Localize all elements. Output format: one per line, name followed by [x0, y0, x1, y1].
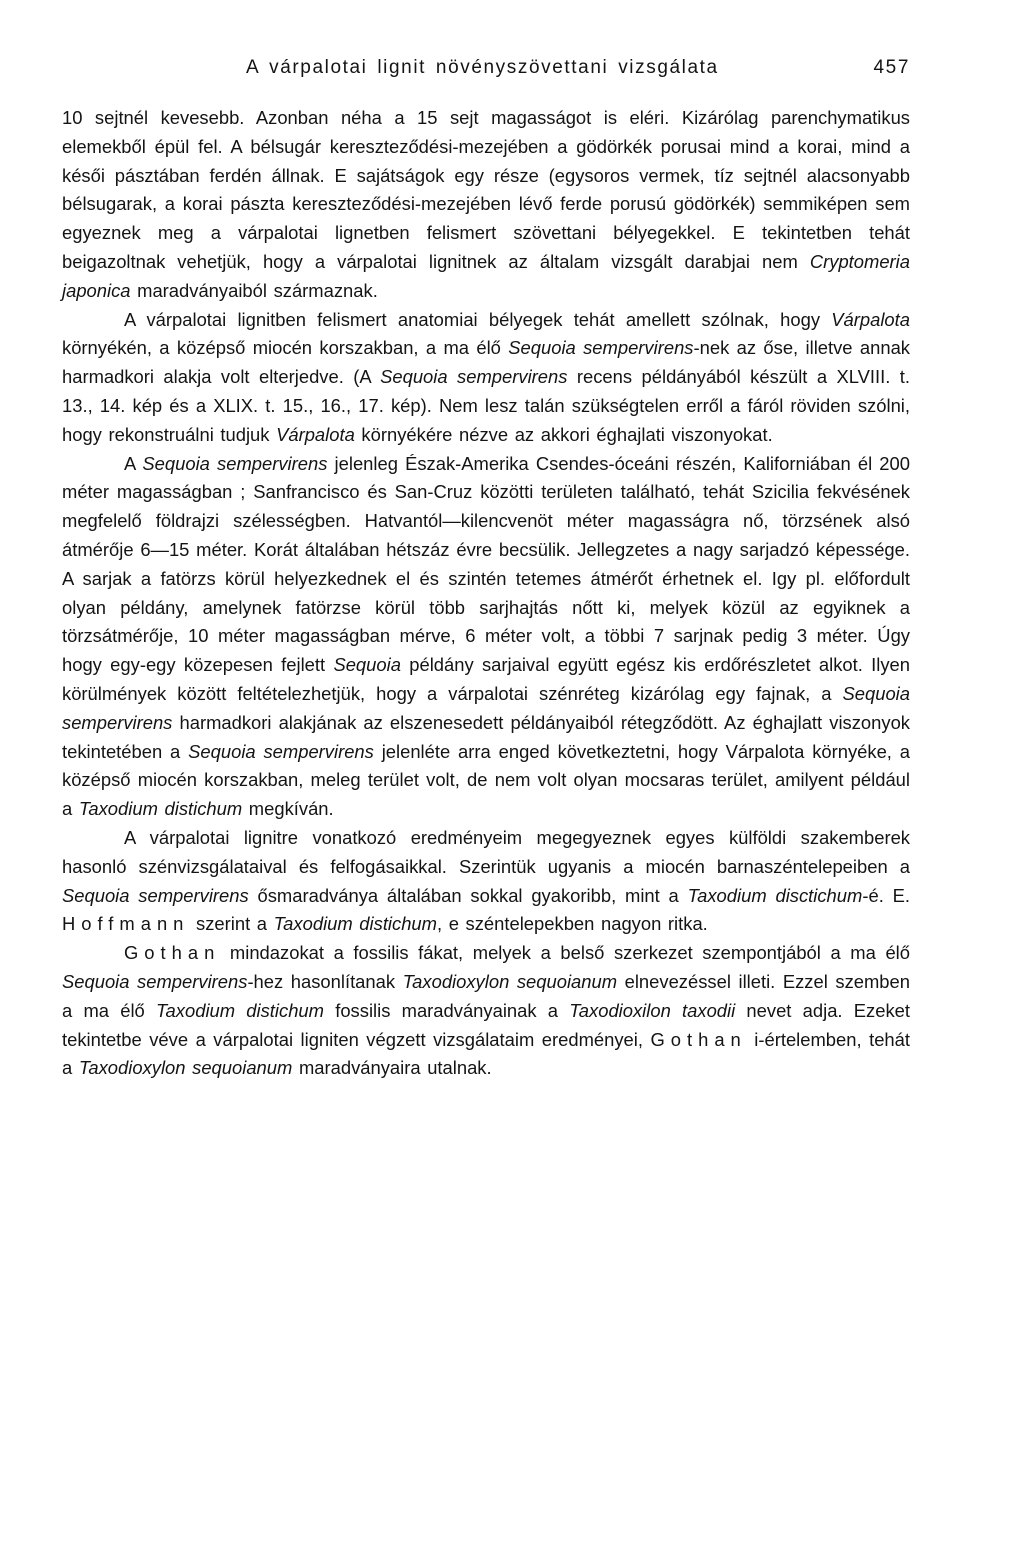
text-run: -nek az őse, illetve annak harmadkori alakja volt elterjedve. (A [62, 337, 910, 388]
italic-term: Taxodium distichum [156, 999, 324, 1021]
italic-term: Taxodioxylon sequoianum [78, 1057, 293, 1079]
text-run: A [124, 452, 143, 474]
text-run: környékére nézve az akkori éghajlati viszonyokat. [354, 423, 773, 445]
running-head [62, 48, 910, 88]
text-run: maradványaiból származnak. [130, 279, 378, 301]
text-run: ősmaradványa általában sokkal gyakoribb, mint a [248, 884, 688, 906]
italic-term: Sequoia sempervirens [62, 884, 249, 906]
text-run: , e széntelepekben nagyon ritka. [436, 913, 708, 935]
paragraph [62, 104, 910, 306]
text-run: elnevezéssel illeti. Ezzel szemben a ma élő [62, 970, 910, 1021]
text-run: környékén, a középső miocén korszakban, a ma élő [62, 337, 509, 359]
paragraph [62, 824, 910, 939]
text-run: fossilis maradványainak a [323, 999, 570, 1021]
italic-term: Taxodioxylon sequoianum [402, 970, 618, 992]
paragraph [62, 306, 910, 450]
italic-term: Sequoia [333, 654, 401, 676]
text-run: szerint a [189, 913, 274, 935]
text-run: A várpalotai lignitre vonatkozó eredményeim megegyeznek egyes külföldi szakemberek hasonló szénvizsgálataival és felfogásaikkal. Szerintük ugyanis a miocén barnaszéntelepeiben a [62, 826, 910, 877]
italic-term: Sequoia sempervirens [62, 970, 248, 992]
italic-term: Taxodium distichum [78, 798, 243, 820]
text-run: megkíván. [242, 798, 334, 820]
text-run: nevet adja. Ezeket tekintetbe véve a várpalotai ligniten végzett vizsgálataim eredményei, [62, 999, 910, 1050]
paragraph [62, 450, 910, 824]
italic-term: Sequoia sempervirens [380, 366, 568, 388]
italic-term: Sequoia sempervirens [142, 452, 328, 474]
text-run: 10 sejtnél kevesebb. Azonban néha a 15 sejt magasságot is eléri. Kizárólag parenchymatikus elemekből épül fel. A bélsugár kereszteződési-mezejében a gödörkék porusai mind a korai, mind a késői pásztában ferdén állnak. E sajátságok egy része (egysoros vermek, tíz sejtnél alacsonyabb bélsugarak, a korai pászta kereszteződési-mezejében lévő ferde porusú gödörkék) semmiképen sem egyeznek meg a várpalotai lignetben felismert szövettani bélyegekkel. E tekintetben tehát beigazoltnak vehetjük, hogy a várpalotai lignitnek az általam vizsgált darabjai nem [62, 107, 910, 272]
paragraph [62, 939, 910, 1083]
book-page [62, 48, 910, 1083]
italic-term: Cryptomeria japonica [62, 250, 910, 301]
text-run: -hez hasonlítanak [247, 970, 403, 992]
italic-term: Taxodium distichum [273, 913, 437, 935]
italic-term: Várpalota [831, 308, 910, 330]
italic-term: Várpalota [276, 423, 355, 445]
italic-term: Sequoia sempervirens [188, 740, 374, 762]
running-title: A várpalotai lignit növényszövettani vizsgálata [246, 57, 719, 78]
text-run: recens példányából készült a XLVIII. t. 13., 14. kép és a XLIX. t. 15., 16., 17. kép). Nem lesz talán szükségtelen erről a fáról röviden szólni, hogy rekonstruálni tudjuk [62, 366, 911, 445]
author-name: Gothan [124, 942, 221, 964]
text-run: jelenleg Észak-Amerika Csendes-óceáni részén, Kaliforniában él 200 méter magasságban ; Sanfrancisco és San-Cruz közötti területen található, tehát Szicilia fekvésének megfelelő földrajzi szélességben. Hatvantól—kilencvenöt méter magasságra nő, törzsének alsó átmérője 6—15 méter. Korát általában hétszáz évre becsülik. Jellegzetes a nagy sarjadzó képessége. A sarjak a fatörzs körül helyezkednek el és szintén tetemes átmérőt érhetnek el. Igy pl. előfordult olyan példány, amelynek fatörzse körül több sarjhajtás nőtt ki, melyek közül az egyiknek a törzsátmérője, 10 méter magasságban mérve, 6 méter volt, a többi 7 sarjnak pedig 3 méter. Úgy hogy egy-egy közepesen fejlett [62, 452, 910, 676]
text-run: jelenléte arra enged következtetni, hogy Várpalota környéke, a középső miocén korszakban, meleg terület volt, de nem volt olyan mocsaras terület, amilyent például a [62, 740, 910, 820]
text-run: mindazokat a fossilis fákat, melyek a belső szerkezet szempontjából a ma élő [220, 942, 910, 964]
text-run: maradványaira utalnak. [292, 1057, 492, 1079]
text-run: i-értelemben, tehát a [62, 1028, 910, 1079]
author-name: Gothan [650, 1028, 747, 1050]
text-run: A várpalotai lignitben felismert anatomiai bélyegek tehát amellett szólnak, hogy [124, 308, 832, 330]
text-run: -é. E. [862, 884, 910, 906]
italic-term: Taxodium disctichum [687, 884, 863, 906]
author-name: Hoffmann [62, 913, 190, 935]
text-run: példány sarjaival együtt egész kis erdőrészletet alkot. Ilyen körülmények között feltételezhetjük, hogy a várpalotai szénréteg kizárólag egy fajnak, a [62, 654, 910, 704]
italic-term: Taxodioxilon taxodii [569, 999, 736, 1021]
text-run: harmadkori alakjának az elszenesedett példányaiból rétegződött. Az éghajlatt viszonyok tekintetében a [62, 711, 910, 762]
italic-term: Sequoia sempervirens [62, 682, 910, 733]
italic-term: Sequoia sempervirens [508, 337, 694, 359]
page-number: 457 [873, 57, 910, 78]
body-text [62, 104, 910, 1083]
